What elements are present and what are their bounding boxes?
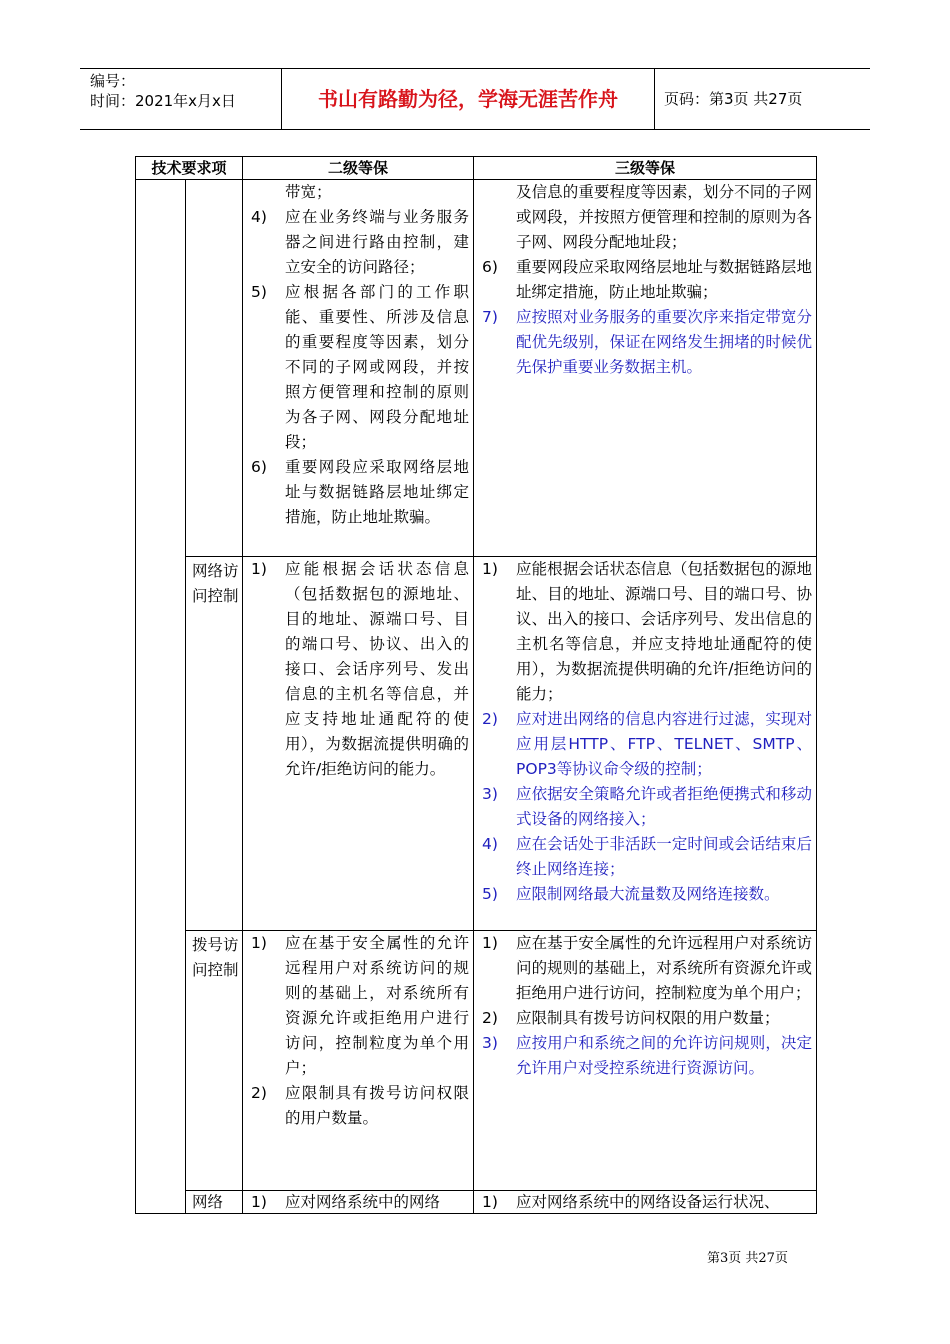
table-header-row xyxy=(136,157,817,180)
page-header xyxy=(80,68,870,130)
list-item: 6) 重要网段应采取网络层地址与数据链路层地址绑定措施，防止地址欺骗； xyxy=(482,258,813,301)
level3-cell xyxy=(474,180,817,557)
list-item: 及信息的重要程度等因素，划分不同的子网或网段，并按照方便管理和控制的原则为各子网、网段分配地址段； xyxy=(516,183,813,251)
header-page-label: 页码：第3页 共27页 xyxy=(664,90,803,108)
list-item: 1) 应能根据会话状态信息（包括数据包的源地址、目的地址、源端口号、目的端口号、协议、出入的接口、会话序列号、发出信息的主机名等信息，并应支持地址通配符的使用），为数据流提供明确的允许/拒绝访问的能力； xyxy=(482,560,813,703)
list-item: 4) 应在会话处于非活跃一定时间或会话结束后终止网络连接； xyxy=(482,835,813,878)
list-item: 3) 应依据安全策略允许或者拒绝便携式和移动式设备的网络接入； xyxy=(482,785,813,828)
list-item: 5) 应根据各部门的工作职能、重要性、所涉及信息的重要程度等因素，划分不同的子网或网段，并按照方便管理和控制的原则为各子网、网段分配地址段； xyxy=(251,283,470,451)
level3-cell xyxy=(474,1191,817,1214)
row-category: 网络 xyxy=(186,1191,243,1214)
list-item: 5) 应限制网络最大流量数及网络连接数。 xyxy=(482,885,780,903)
header-motto: 书山有路勤为径，学海无涯苦作舟 xyxy=(318,87,618,111)
list-item: 7) 应按照对业务服务的重要次序来指定带宽分配优先级别，保证在网络发生拥堵的时候优先保护重要业务数据主机。 xyxy=(482,308,813,376)
table-row xyxy=(136,180,817,557)
list-item: 6) 重要网段应采取网络层地址与数据链路层地址绑定措施，防止地址欺骗。 xyxy=(251,458,470,526)
col-header-category: 技术要求项 xyxy=(136,157,243,180)
header-meta xyxy=(90,71,285,111)
list-item: 2) 应限制具有拨号访问权限的用户数量； xyxy=(482,1009,780,1027)
list-item: 2) 应对进出网络的信息内容进行过滤，实现对应用层HTTP、FTP、TELNET、SMTP、POP3等协议命令级的控制； xyxy=(482,710,813,778)
col-header-level2: 二级等保 xyxy=(243,157,474,180)
level2-cell xyxy=(243,1191,474,1214)
list-item: 1) 应在基于安全属性的允许远程用户对系统访问的规则的基础上，对系统所有资源允许或拒绝用户进行访问，控制粒度为单个用户； xyxy=(251,934,470,1077)
header-divider xyxy=(654,69,655,129)
level3-cell xyxy=(474,931,817,1191)
list-item: 1) 应在基于安全属性的允许远程用户对系统访问的规则的基础上，对系统所有资源允许或拒绝用户进行访问，控制粒度为单个用户； xyxy=(482,934,813,1002)
list-item: 带宽； xyxy=(285,183,332,201)
date-label: 时间：2021年x月x日 xyxy=(90,92,236,110)
outer-category-cell xyxy=(136,180,186,1214)
requirements-table xyxy=(135,156,817,1214)
level2-cell xyxy=(243,557,474,931)
list-item: 3) 应按用户和系统之间的允许访问规则，决定允许用户对受控系统进行资源访问。 xyxy=(482,1034,813,1077)
table-row xyxy=(136,931,817,1191)
table-row xyxy=(136,557,817,931)
level3-cell xyxy=(474,557,817,931)
list-item: 1) 应能根据会话状态信息（包括数据包的源地址、目的地址、源端口号、目的端口号、协议、出入的接口、会话序列号、发出信息的主机名等信息，并应支持地址通配符的使用），为数据流提供明确的允许/拒绝访问的能力。 xyxy=(251,560,470,778)
row-category: 拨号访问控制 xyxy=(186,931,243,1191)
list-item: 1) 应对网络系统中的网络设备运行状况、 xyxy=(482,1193,780,1211)
level2-cell xyxy=(243,180,474,557)
level2-cell xyxy=(243,931,474,1191)
table-row xyxy=(136,1191,817,1214)
col-header-level3: 三级等保 xyxy=(474,157,817,180)
row-category xyxy=(186,180,243,557)
list-item: 4) 应在业务终端与业务服务器之间进行路由控制，建立安全的访问路径； xyxy=(251,208,470,276)
list-item: 2) 应限制具有拨号访问权限的用户数量。 xyxy=(251,1084,470,1127)
page-footer: 第3页 共27页 xyxy=(707,1251,788,1266)
number-label: 编号： xyxy=(90,72,136,90)
row-category: 网络访问控制 xyxy=(186,557,243,931)
list-item: 1) 应对网络系统中的网络 xyxy=(251,1193,441,1211)
